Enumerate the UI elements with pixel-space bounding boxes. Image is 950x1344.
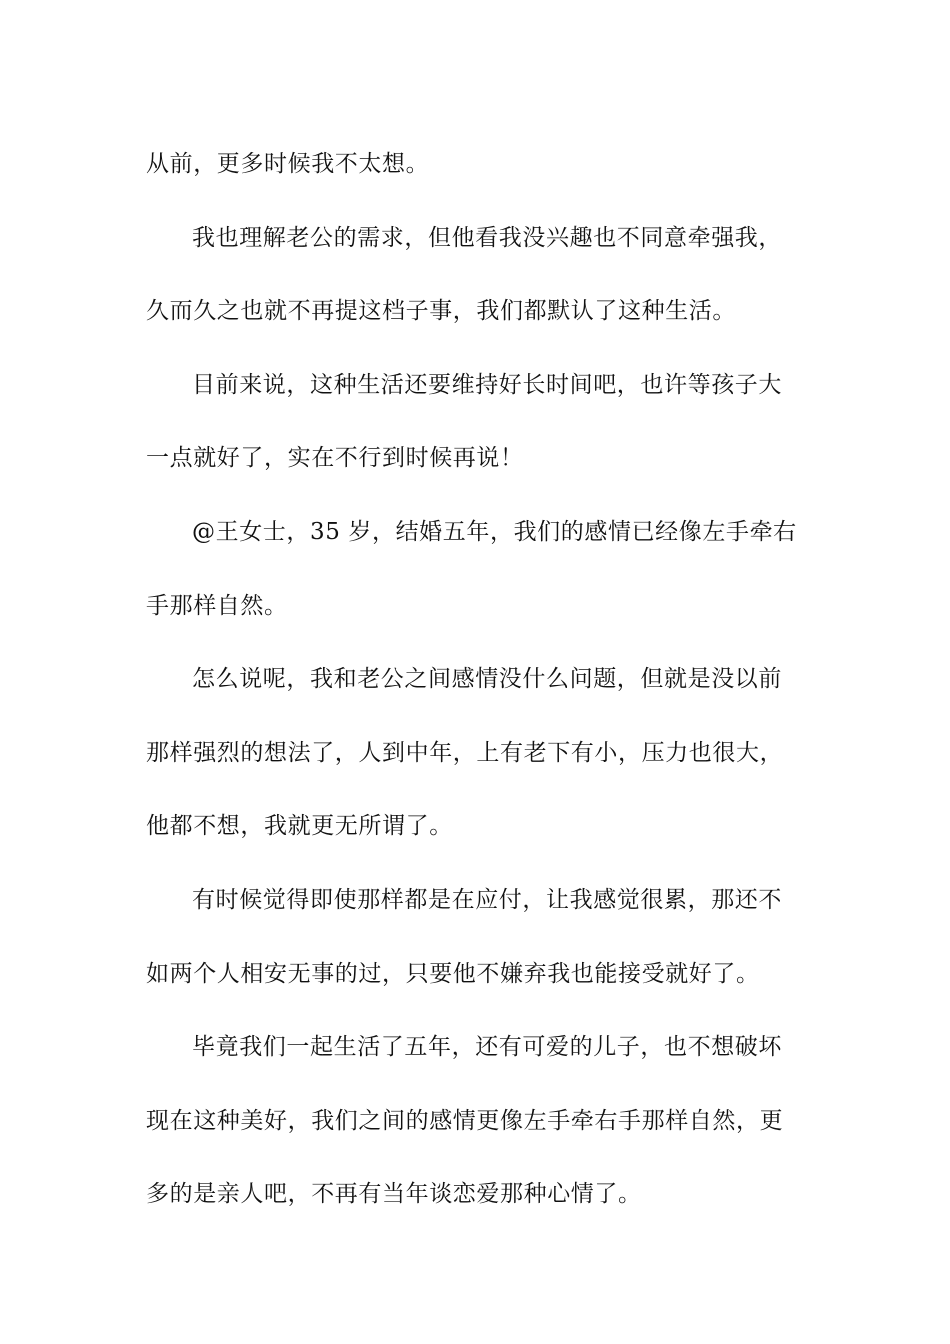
text-line: 从前，更多时候我不太想。 bbox=[146, 151, 430, 177]
text-line: @王女士，35 岁，结婚五年，我们的感情已经像左手牵右 bbox=[192, 518, 797, 545]
text-line: 现在这种美好，我们之间的感情更像左手牵右手那样自然，更 bbox=[146, 1107, 784, 1134]
text-line: 那样强烈的想法了，人到中年，上有老下有小，压力也很大， bbox=[146, 739, 784, 766]
paragraph-2 bbox=[146, 202, 806, 349]
paragraph-1 bbox=[146, 128, 806, 202]
text-line: 怎么说呢，我和老公之间感情没什么问题，但就是没以前 bbox=[192, 666, 782, 693]
text-line: 目前来说，这种生活还要维持好长时间吧，也许等孩子大 bbox=[192, 371, 782, 398]
paragraph-5 bbox=[146, 643, 806, 864]
paragraph-3 bbox=[146, 349, 806, 496]
text-line: 多的是亲人吧，不再有当年谈恋爱那种心情了。 bbox=[146, 1181, 642, 1208]
text-line: 手那样自然。 bbox=[146, 592, 288, 619]
text-line: 他都不想，我就更无所谓了。 bbox=[146, 813, 453, 840]
text-line: 久而久之也就不再提这档子事，我们都默认了这种生活。 bbox=[146, 298, 736, 325]
text-line: 有时候觉得即使那样都是在应付，让我感觉很累，那还不 bbox=[192, 886, 782, 913]
paragraph-7 bbox=[146, 1011, 806, 1232]
text-line: 我也理解老公的需求，但他看我没兴趣也不同意牵强我， bbox=[192, 224, 782, 251]
text-line: 如两个人相安无事的过，只要他不嫌弃我也能接受就好了。 bbox=[146, 960, 760, 987]
text-line: 一点就好了，实在不行到时候再说！ bbox=[146, 445, 524, 472]
text-line: 毕竟我们一起生活了五年，还有可爱的儿子，也不想破坏 bbox=[192, 1034, 782, 1061]
body-text bbox=[146, 128, 806, 1232]
paragraph-4 bbox=[146, 496, 806, 643]
paragraph-6 bbox=[146, 864, 806, 1011]
